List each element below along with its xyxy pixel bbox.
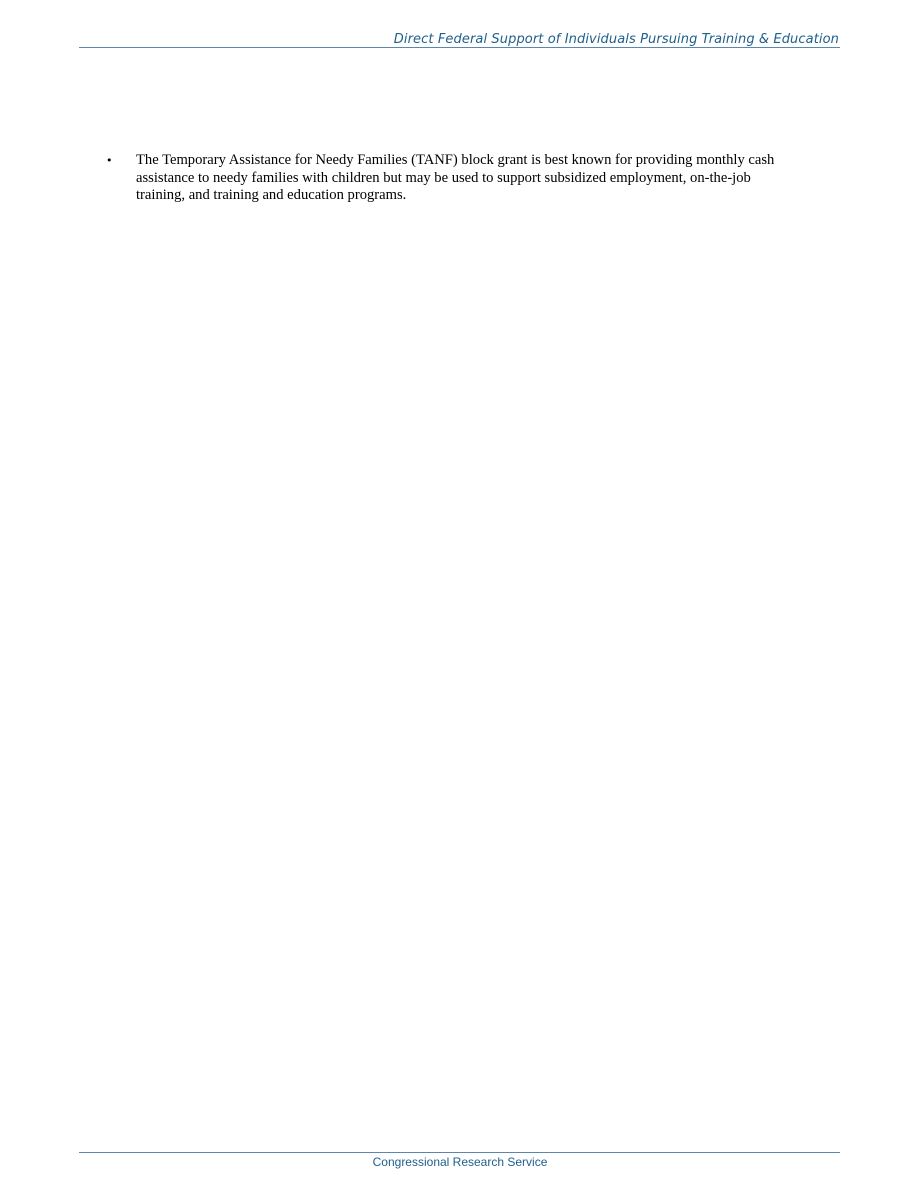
bullet-list	[106, 152, 796, 205]
footer-divider	[79, 1152, 840, 1153]
bullet-text: The Temporary Assistance for Needy Families (TANF) block grant is best known for providing monthly cash assistance to needy families with children but may be used to support subsidized employment, on-the-job training, and training and education programs.	[136, 152, 775, 203]
bullet-item	[106, 152, 796, 205]
footer-source: Congressional Research Service	[372, 1155, 548, 1169]
header-divider	[79, 47, 840, 48]
running-header-title: Direct Federal Support of Individuals Pursuing Training & Education	[393, 32, 839, 47]
bullet-marker: •	[106, 154, 113, 167]
